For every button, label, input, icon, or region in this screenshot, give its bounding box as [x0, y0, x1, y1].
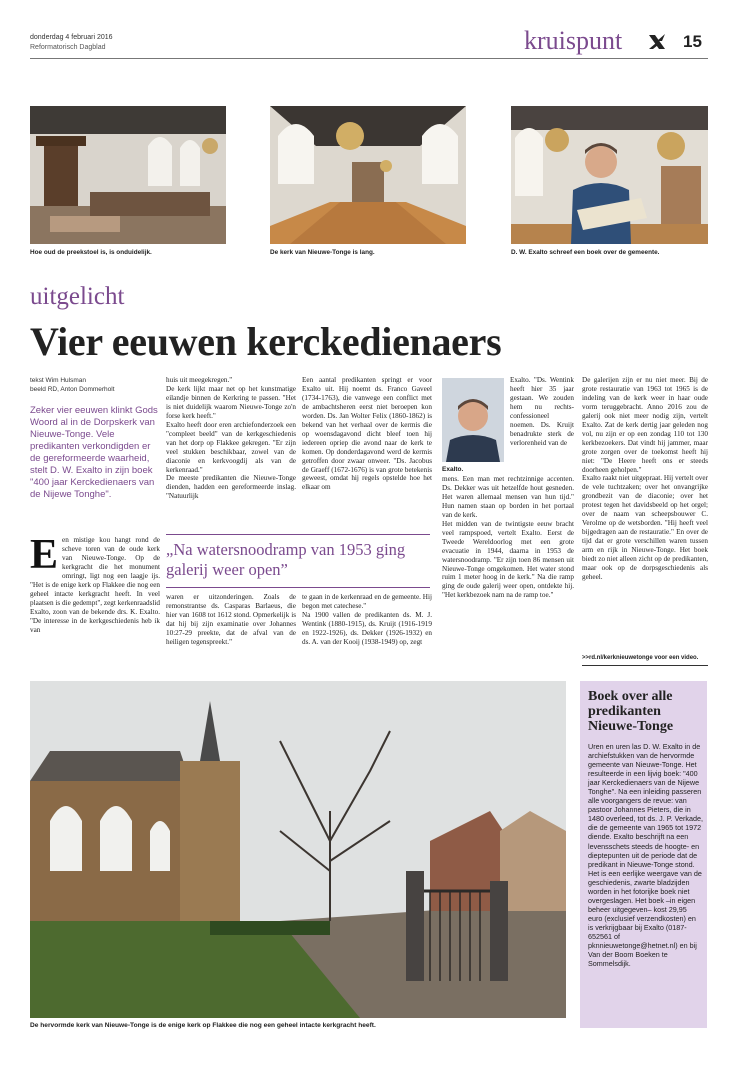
photo-caption: De kerk van Nieuwe-Tonge is lang. [270, 249, 375, 256]
text-credit: tekst Wim Hulsman [30, 377, 86, 384]
sidebar-body: Uren en uren las D. W. Exalto in de archiefstukken van de hervormde gemeente van Nieuwe-Tonge. Het resulteerde in een lijvig boek: "400 jaar Kerckedienaers van de Nijewe Tonghe". Na een inleiding passeren alle voorgangers de revue: van pastoor Johannes Pieters, die in 1480 overleed, tot ds. J. P. Verkade, die de gemeente van 1965 tot 1972 diende. Exalto beschrijft na een levensschets steeds de hoogte- en dieptepunten uit de periode dat de predikant in Nieuwe-Tonge stond. Het is een eerlijke weergave van de geschiedenis, zwarte bladzijden worden in het fotorijke boek niet overgeslagen. Het boek –in eigen beheer uitgegeven– kost 29,95 euro (exclusief verzendkosten) en is verkrijgbaar bij Exalto (0187-652561 of pknnieuwetonge@hetnet.nl) en bij Van der Boom Boeken te Sommelsdijk. [588, 742, 703, 969]
article-column-3-continued: te gaan in de kerkenraad en de gemeente. Hij begon met catechese." Na 1900 vallen de predikanten ds. M. J. Wentink (1880-1915), ds. Kruijt (1916-1919 en 1922-1926), ds. Dekker (1926-1932) en ds. A. van der Kooij (1938-1949) op, zegt [302, 593, 432, 646]
article-column-2-continued: waren er uitzonderingen. Zoals de remonstrantse ds. Casparas Barlaeus, die hier van 1608 tot 1612 stond. Opmerkelijk is dat hij bij zijn examinatie over Johannes 10:27-29 preekte, dat de afval van de heiligen tegenspreekt." [166, 593, 296, 646]
article-kicker: uitgelicht [30, 283, 125, 310]
photo-exalto-book [511, 106, 708, 244]
section-title: kruispunt [524, 26, 623, 55]
article-column-4-continued: mens. Een man met rechtzinnige accenten. Ds. Dekker was uit hetzelfde hout gesneden. Het waren allemaal mensen van hun tijd." Hun namen staan op borden in het portaal van de kerk. Het midden van de twintigste eeuw bracht veel rampspoed, vertelt Exalto. Eerst de Tweede Wereldoorlog met een grote evacuatie in 1944, daarna in 1953 de watersnoodramp. "Er zijn toen 86 mensen uit Nieuwe-Tonge omgekomen. Het water stond ruim 1 meter hoog in de kerk." Na die ramp ging de oude galerij weer open, ontdekte hij. "Het kerkbezoek nam na de ramp toe." [442, 475, 574, 600]
newspaper-name: Reformatorisch Dagblad [30, 44, 106, 51]
photo-church-exterior [30, 681, 566, 1018]
quote-rule-bottom [166, 587, 430, 588]
cross-logo-icon [647, 32, 667, 52]
sidebar-title: Boek over alle predikanten Nieuwe-Tonge [588, 689, 674, 734]
photo-caption: D. W. Exalto schreef een boek over de gemeente. [511, 249, 660, 256]
drop-cap: E [30, 532, 59, 578]
article-intro: Zeker vier eeuwen klinkt Gods Woord al in de Dorpskerk van Nieuwe-Tonge. Vele predikanten verkondigden er de gereformeerde waarheid, stelt D. W. Exalto in zijn boek "400 jaar Kerckedienaers van de Nijewe Tonghe". [30, 405, 158, 500]
photo-caption: Hoe oud de preekstoel is, is onduidelijk. [30, 249, 152, 256]
photo-nave [270, 106, 466, 244]
column-text: en mistige kou hangt rond de scheve toren van de oude kerk van Nieuwe-Tonge. Op de kerkgracht die het monument omringt, ligt nog een laagje ijs. "Het is de enige kerk op Flakkee die nog een geheel intacte kerkgracht heeft. In veel plaatsen is die gedempt", zegt kerkenraadslid Exalto, zoon van de bekende drs. K. Exalto. "De interesse in de kerkgeschiedenis heb ik van [30, 536, 160, 634]
article-column-3: Een aantal predikanten springt er voor Exalto uit. Hij noemt ds. Franco Gaveel (1734-1763), die vanwege een conflict met de ambachtsheren eerst niet beroepen kon worden. Ds. Jan Wolter Felix (1860-1862) is bekend van het verhaal over de kermis die op woensdagavond dicht bleef toen hij iedereen opriep die avond naar de kerk te komen. Op donderdagavond werd de kermis getroffen door zwaar onweer. "Ds. Jacobus de Graeff (1672-1676) is van grote betekenis geweest, omdat hij regels opstelde hoe het elkaar om [302, 376, 432, 492]
portrait-exalto [442, 378, 504, 462]
article-headline: Vier eeuwen kerckedienaers [30, 319, 502, 364]
page-number: 15 [683, 32, 702, 51]
photo-caption-church: De hervormde kerk van Nieuwe-Tonge is de enige kerk op Flakkee die nog een geheel intacte kerkgracht heeft. [30, 1022, 376, 1029]
portrait-caption: Exalto. [442, 466, 464, 473]
video-link[interactable]: >>rd.nl/kerknieuwetonge voor een video. [582, 655, 699, 661]
article-column-1 [30, 532, 160, 634]
header-divider [30, 58, 708, 59]
article-column-2: huis uit meegekregen." De kerk lijkt maar net op het kunstmatige eilandje binnen de Kerkring te passen. "Het is niet duidelijk waarom Nieuwe-Tonge zo'n forse kerk heeft." Exalto heeft door eren archiefonderzoek een "compleet beeld" van de kerkgeschiedenis van het dorp op Flakkee gekregen. "Er zijn veel stukken beschikbaar, zowel van de diaconie en kerkvoogdij als van de kerkenraad." De meeste predikanten die Nieuwe-Tonge dienden, hadden een gereformeerde inslag. "Natuurlijk [166, 376, 296, 501]
quote-rule-top [166, 534, 430, 535]
edition-date: donderdag 4 februari 2016 [30, 34, 113, 41]
article-column-4: Exalto. "Ds. Wentink heeft hier 35 jaar gestaan. We zouden hem nu rechts-confessioneel noemen. Ds. Kruijt benadrukte sterk de verlorenheid van de [510, 376, 574, 447]
pull-quote: „Na watersnoodramp van 1953 ging galerij weer open” [166, 540, 406, 579]
photo-pulpit [30, 106, 226, 244]
video-link-rule [582, 665, 708, 666]
article-column-5: De galerijen zijn er nu niet meer. Bij de grote restauratie van 1963 tot 1965 is de indeling van de kerk weer in haar oude vorm teruggebracht. Anno 2016 zou de galerij ook niet meer nodig zijn, vertelt Exalto. Zat de kerk dertig jaar geleden nog vol, nu zijn er op een zondag 110 tot 130 kerkbezoekers. Dat vindt hij jammer, maar grote zorgen over de toekomst heeft hij niet: "De Heere heeft ons er steeds doorheen geholpen." Exalto raakt niet uitgepraat. Hij vertelt over de vele tuchtzaken; over het onvangrijke grondbezit van de diaconie; over het protest tegen het davidsbeeld op het orgel; over de naam van scheepsbouwer C. Verolme op de wetsborden. "Hij heeft veel bijgedragen aan de restauratie." En over de tijd dat er grote verschillen waren tussen arm en rijk in Nieuwe-Tonge. Het boek biedt zo niet alleen zicht op de predikanten, maar ook op de dorpsgeschiedenis als geheel. [582, 376, 708, 581]
photo-credit: beeld RD, Anton Dommerholt [30, 386, 115, 393]
byline [30, 376, 115, 394]
